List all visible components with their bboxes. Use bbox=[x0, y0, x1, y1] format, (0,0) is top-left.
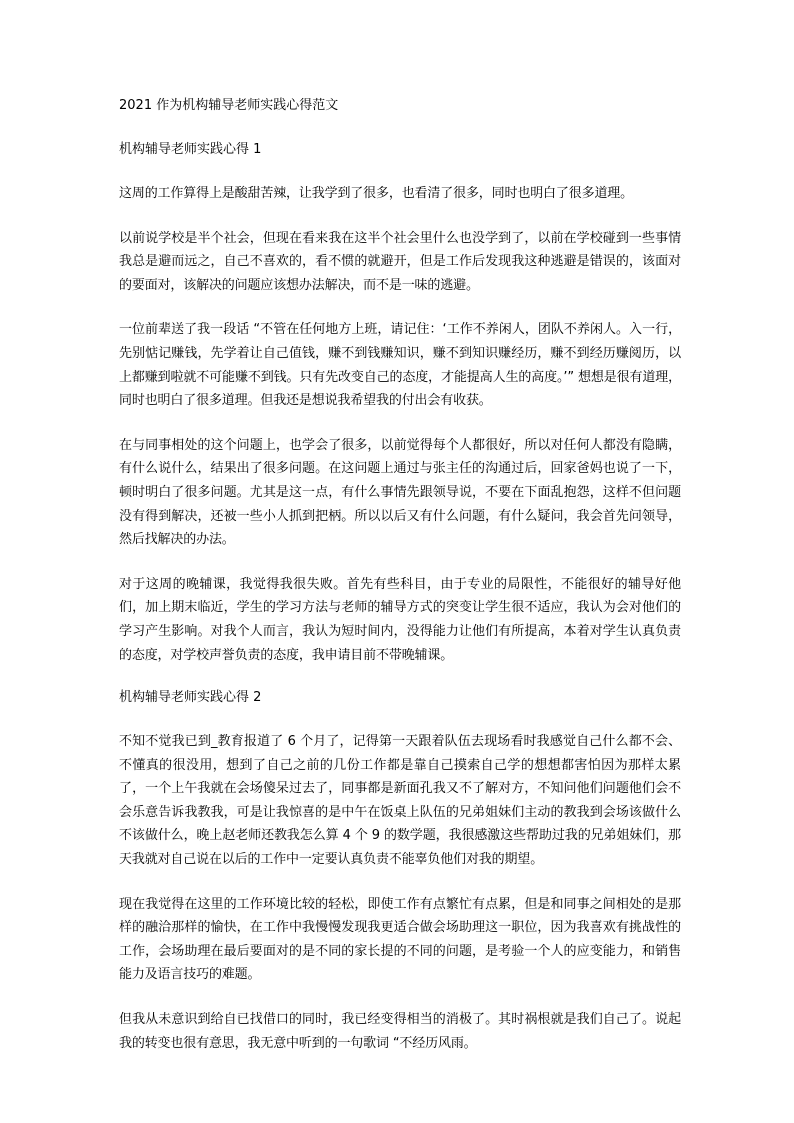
document-page bbox=[119, 96, 681, 1076]
paragraph: 一位前辈送了我一段话 “不管在任何地方上班，请记住：‘工作不养闲人，团队不养闲人。入一行，先别惦记赚钱，先学着让自己值钱，赚不到钱赚知识，赚不到知识赚经历，赚不到经历赚阅历，以上都赚到啦就不可能赚不到钱。只有先改变自己的态度，才能提高人生的高度。’” 想想是很有道理，同时也明白了很多道理。但我还是想说我希望我的付出会有收获。 bbox=[119, 322, 681, 409]
document-title: 2021 作为机构辅导老师实践心得范文 bbox=[119, 98, 339, 113]
paragraph: 不知不觉我已到_教育报道了 6 个月了，记得第一天跟着队伍去现场看时我感觉自己什么都不会、不懂真的很没用，想到了自己之前的几份工作都是靠自己摸索自己学的想想都害怕因为那样太累了，一个上午我就在会场傻呆过去了，同事都是新面孔我又不了解对方，不知问他们问题他们会不会乐意告诉我教我，可是让我惊喜的是中午在饭桌上队伍的兄弟姐妹们主动的教我到会场该做什么不该做什么，晚上赵老师还教我怎么算 4 个 9 的数学题，我很感激这些帮助过我的兄弟姐妹们，那天我就对自己说在以后的工作中一定要认真负责不能辜负他们对我的期望。 bbox=[119, 734, 681, 868]
paragraph: 对于这周的晚辅课，我觉得我很失败。首先有些科目，由于专业的局限性，不能很好的辅导好他们，加上期末临近，学生的学习方法与老师的辅导方式的突变让学生很不适应，我认为会对他们的学习产生影响。对我个人而言，我认为短时间内，没得能力让他们有所提高，本着对学生认真负责的态度，对学校声誉负责的态度，我申请目前不带晚辅课。 bbox=[119, 576, 681, 663]
paragraph: 以前说学校是半个社会，但现在看来我在这半个社会里什么也没学到了，以前在学校碰到一些事情我总是避而远之，自己不喜欢的，看不惯的就避开，但是工作后发现我这种逃避是错误的，该面对的要面对，该解决的问题应该想办法解决，而不是一味的逃避。 bbox=[119, 230, 681, 293]
paragraph: 但我从未意识到给自已找借口的同时，我已经变得相当的消极了。其时祸根就是我们自己了。说起我的转变也很有意思，我无意中听到的一句歌词 “不经历风雨。 bbox=[119, 1012, 681, 1051]
paragraph: 这周的工作算得上是酸甜苦辣，让我学到了很多，也看清了很多，同时也明白了很多道理。 bbox=[119, 186, 634, 201]
section-heading-2: 机构辅导老师实践心得 2 bbox=[119, 690, 262, 706]
section-heading-1: 机构辅导老师实践心得 1 bbox=[119, 142, 262, 157]
paragraph: 在与同事相处的这个问题上，也学会了很多，以前觉得每个人都很好，所以对任何人都没有隐瞒，有什么说什么，结果出了很多问题。在这问题上通过与张主任的沟通过后，回家爸妈也说了一下，顿时明白了很多问题。尤其是这一点，有什么事情先跟领导说，不要在下面乱抱怨，这样不但问题没有得到解决，还被一些小人抓到把柄。所以以后又有什么问题，有什么疑问，我会首先问领导，然后找解决的办法。 bbox=[119, 437, 681, 548]
paragraph: 现在我觉得在这里的工作环境比较的轻松，即使工作有点繁忙有点累，但是和同事之间相处的是那样的融洽那样的愉快，在工作中我慢慢发现我更适合做会场助理这一职位，因为我喜欢有挑战性的工作，会场助理在最后要面对的是不同的家长提的不同的问题，是考验一个人的应变能力，和销售能力及语言技巧的难题。 bbox=[119, 896, 681, 983]
